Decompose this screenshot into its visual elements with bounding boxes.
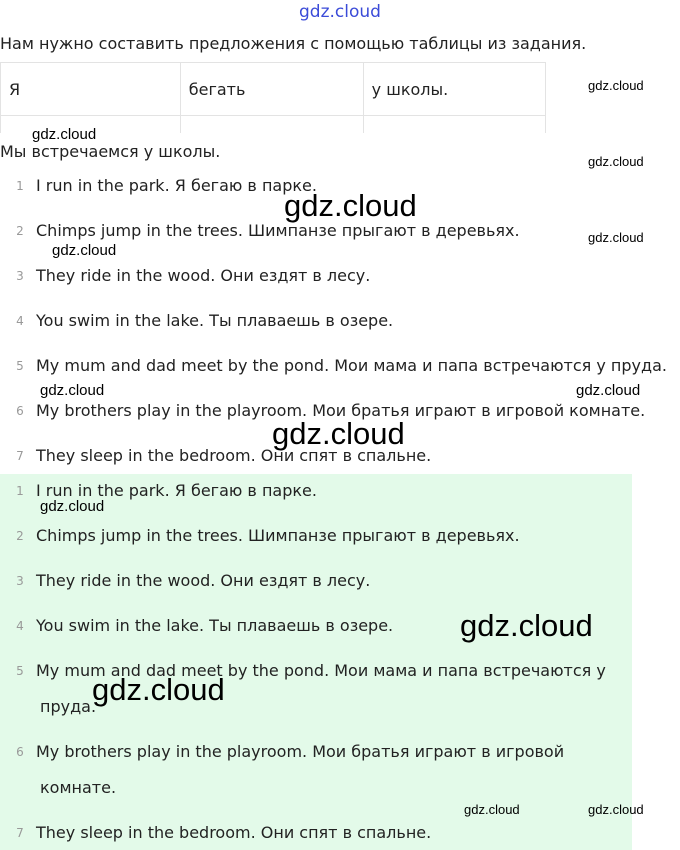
item-text: I run in the park. Я бегаю в парке. — [36, 176, 317, 195]
item-text: You swim in the lake. Ты плаваешь в озере. — [36, 311, 394, 330]
watermark: gdz.cloud — [576, 382, 641, 399]
item-text: They ride in the wood. Они ездят в лесу. — [36, 266, 371, 285]
item-text: They ride in the wood. Они ездят в лесу. — [36, 571, 371, 590]
watermark: gdz.cloud — [588, 230, 644, 245]
item-number: 1 — [16, 179, 24, 193]
item-number: 1 — [16, 484, 24, 498]
watermark: gdz.cloud — [92, 672, 225, 707]
item-text-continuation: комнате. — [40, 778, 117, 797]
table-cell — [363, 116, 545, 134]
example-sentence: Мы встречаемся у школы. — [0, 142, 221, 161]
item-text: You swim in the lake. Ты плаваешь в озере. — [36, 616, 394, 635]
item-number: 7 — [16, 826, 24, 840]
watermark: gdz.cloud — [588, 78, 644, 93]
item-text: They sleep in the bedroom. Они спят в спальне. — [36, 446, 432, 465]
table-cell: бегать — [180, 63, 363, 116]
item-text: They sleep in the bedroom. Они спят в спальне. — [36, 823, 432, 842]
watermark: gdz.cloud — [460, 608, 593, 643]
table-cell — [180, 116, 363, 134]
item-number: 5 — [16, 359, 24, 373]
words-table — [0, 62, 546, 133]
watermark: gdz.cloud — [32, 126, 97, 143]
watermark: gdz.cloud — [588, 802, 644, 817]
item-text: Chimps jump in the trees. Шимпанзе прыгают в деревьях. — [36, 526, 520, 545]
watermark: gdz.cloud — [272, 416, 405, 451]
item-text: My brothers play in the playroom. Мои братья играют в игровой комнате. — [36, 401, 646, 420]
intro-text: Нам нужно составить предложения с помощью таблицы из задания. — [0, 34, 587, 53]
header-watermark: gdz.cloud — [299, 2, 381, 22]
item-text: My brothers play in the playroom. Мои братья играют в игровой — [36, 742, 565, 761]
item-number: 7 — [16, 449, 24, 463]
table-cell: у школы. — [363, 63, 545, 116]
item-number: 4 — [16, 619, 24, 633]
item-number: 5 — [16, 664, 24, 678]
item-number: 3 — [16, 574, 24, 588]
item-text: My mum and dad meet by the pond. Мои мама и папа встречаются у пруда. — [36, 356, 667, 375]
item-text: My mum and dad meet by the pond. Мои мама и папа встречаются у — [36, 661, 606, 680]
item-number: 2 — [16, 529, 24, 543]
watermark: gdz.cloud — [284, 188, 417, 223]
item-number: 3 — [16, 269, 24, 283]
table-cell: Я — [1, 63, 181, 116]
item-text: I run in the park. Я бегаю в парке. — [36, 481, 317, 500]
item-number: 4 — [16, 314, 24, 328]
watermark: gdz.cloud — [588, 154, 644, 169]
watermark: gdz.cloud — [464, 802, 520, 817]
watermark: gdz.cloud — [52, 242, 117, 259]
item-text: Chimps jump in the trees. Шимпанзе прыгают в деревьях. — [36, 221, 520, 240]
item-number: 2 — [16, 224, 24, 238]
watermark: gdz.cloud — [40, 382, 105, 399]
item-number: 6 — [16, 745, 24, 759]
item-text-continuation: пруда. — [40, 697, 97, 716]
item-number: 6 — [16, 404, 24, 418]
table-row — [1, 63, 546, 116]
watermark: gdz.cloud — [40, 498, 105, 515]
